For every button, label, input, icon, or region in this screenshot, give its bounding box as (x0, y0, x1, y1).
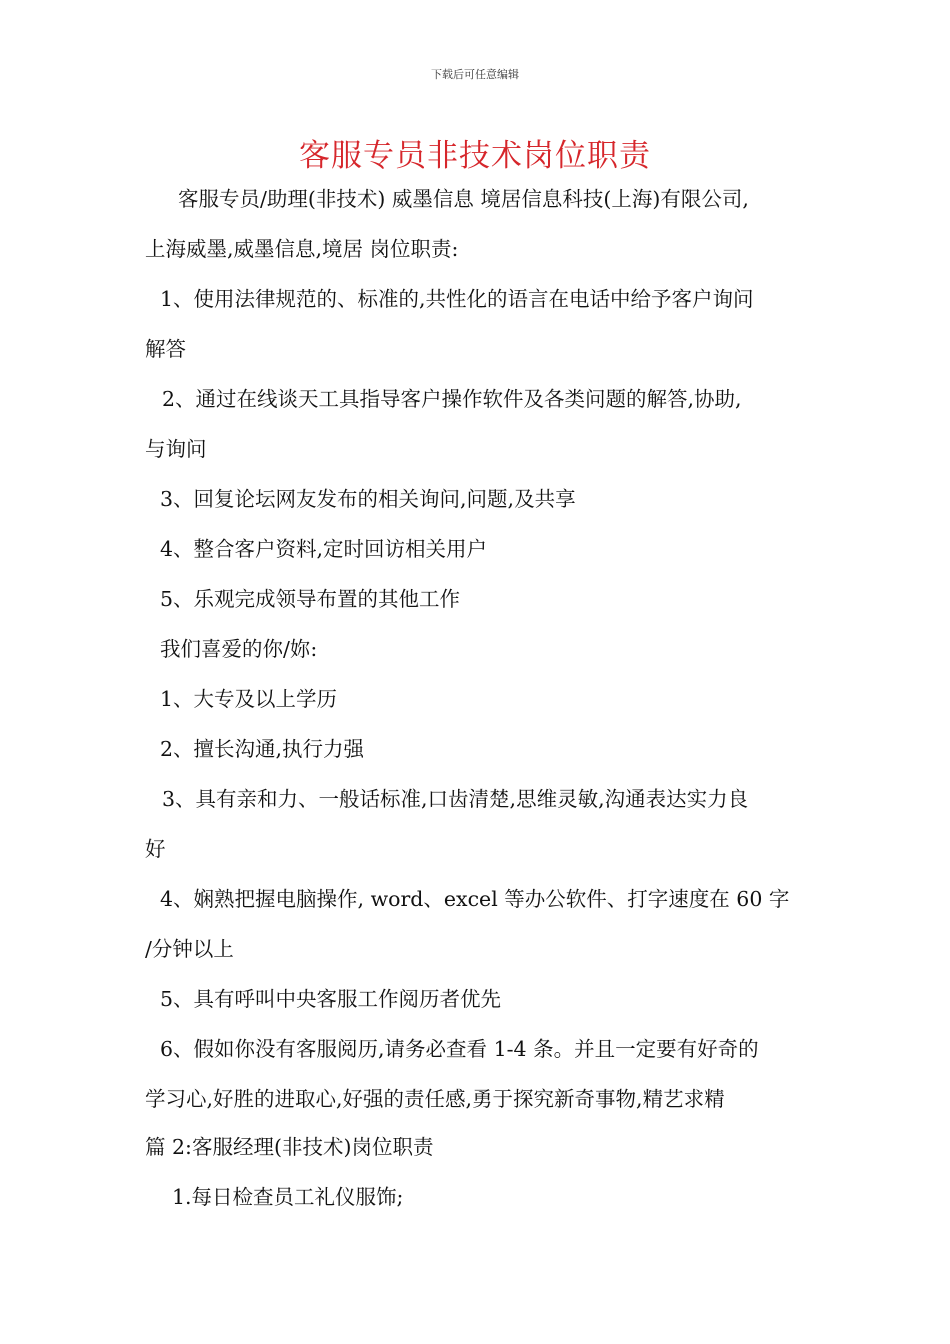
requirement-item-2: 2、擅长沟通,执行力强 (160, 737, 365, 761)
duty-item-3: 3、回复论坛网友发布的相关询问,问题,及共享 (160, 487, 576, 511)
duty-item-2: 2、通过在线谈天工具指导客户操作软件及各类问题的解答,协助, (162, 387, 742, 411)
requirement-item-4: 4、娴熟把握电脑操作, word、excel 等办公软件、打字速度在 60 字 (160, 887, 790, 911)
duty-item-2-cont: 与询问 (145, 437, 207, 461)
requirement-item-3-cont: 好 (145, 837, 166, 861)
requirement-item-4-cont: /分钟以上 (145, 937, 234, 961)
duty-item-1: 1、使用法律规范的、标准的,共性化的语言在电话中给予客户询问 (160, 287, 754, 311)
duty-item-1-cont: 解答 (145, 337, 186, 361)
duty-item-5: 5、乐观完成领导布置的其他工作 (160, 587, 461, 611)
requirement-item-6-cont: 学习心,好胜的进取心,好强的责任感,勇于探究新奇事物,精艺求精 (145, 1087, 725, 1111)
body-line-intro-1: 客服专员/助理(非技术) 威墨信息 境居信息科技(上海)有限公司, (178, 187, 749, 211)
requirement-item-3: 3、具有亲和力、一般话标准,口齿清楚,思维灵敏,沟通表达实力良 (162, 787, 749, 811)
document-title: 客服专员非技术岗位职责 (299, 138, 651, 174)
requirement-item-6: 6、假如你没有客服阅历,请务必查看 1-4 条。并且一定要有好奇的 (160, 1037, 759, 1061)
requirement-item-5: 5、具有呼叫中央客服工作阅历者优先 (160, 987, 502, 1011)
duty-item-4: 4、整合客户资料,定时回访相关用户 (160, 537, 488, 561)
requirement-item-1: 1、大专及以上学历 (160, 687, 338, 711)
section-2-item-1: 1.每日检查员工礼仪服饰; (172, 1185, 404, 1209)
requirements-heading: 我们喜爱的你/妳: (160, 637, 318, 661)
section-2-heading: 篇 2:客服经理(非技术)岗位职责 (145, 1135, 434, 1159)
body-line-intro-2: 上海威墨,威墨信息,境居 岗位职责: (145, 237, 459, 261)
header-note: 下载后可任意编辑 (431, 68, 519, 81)
